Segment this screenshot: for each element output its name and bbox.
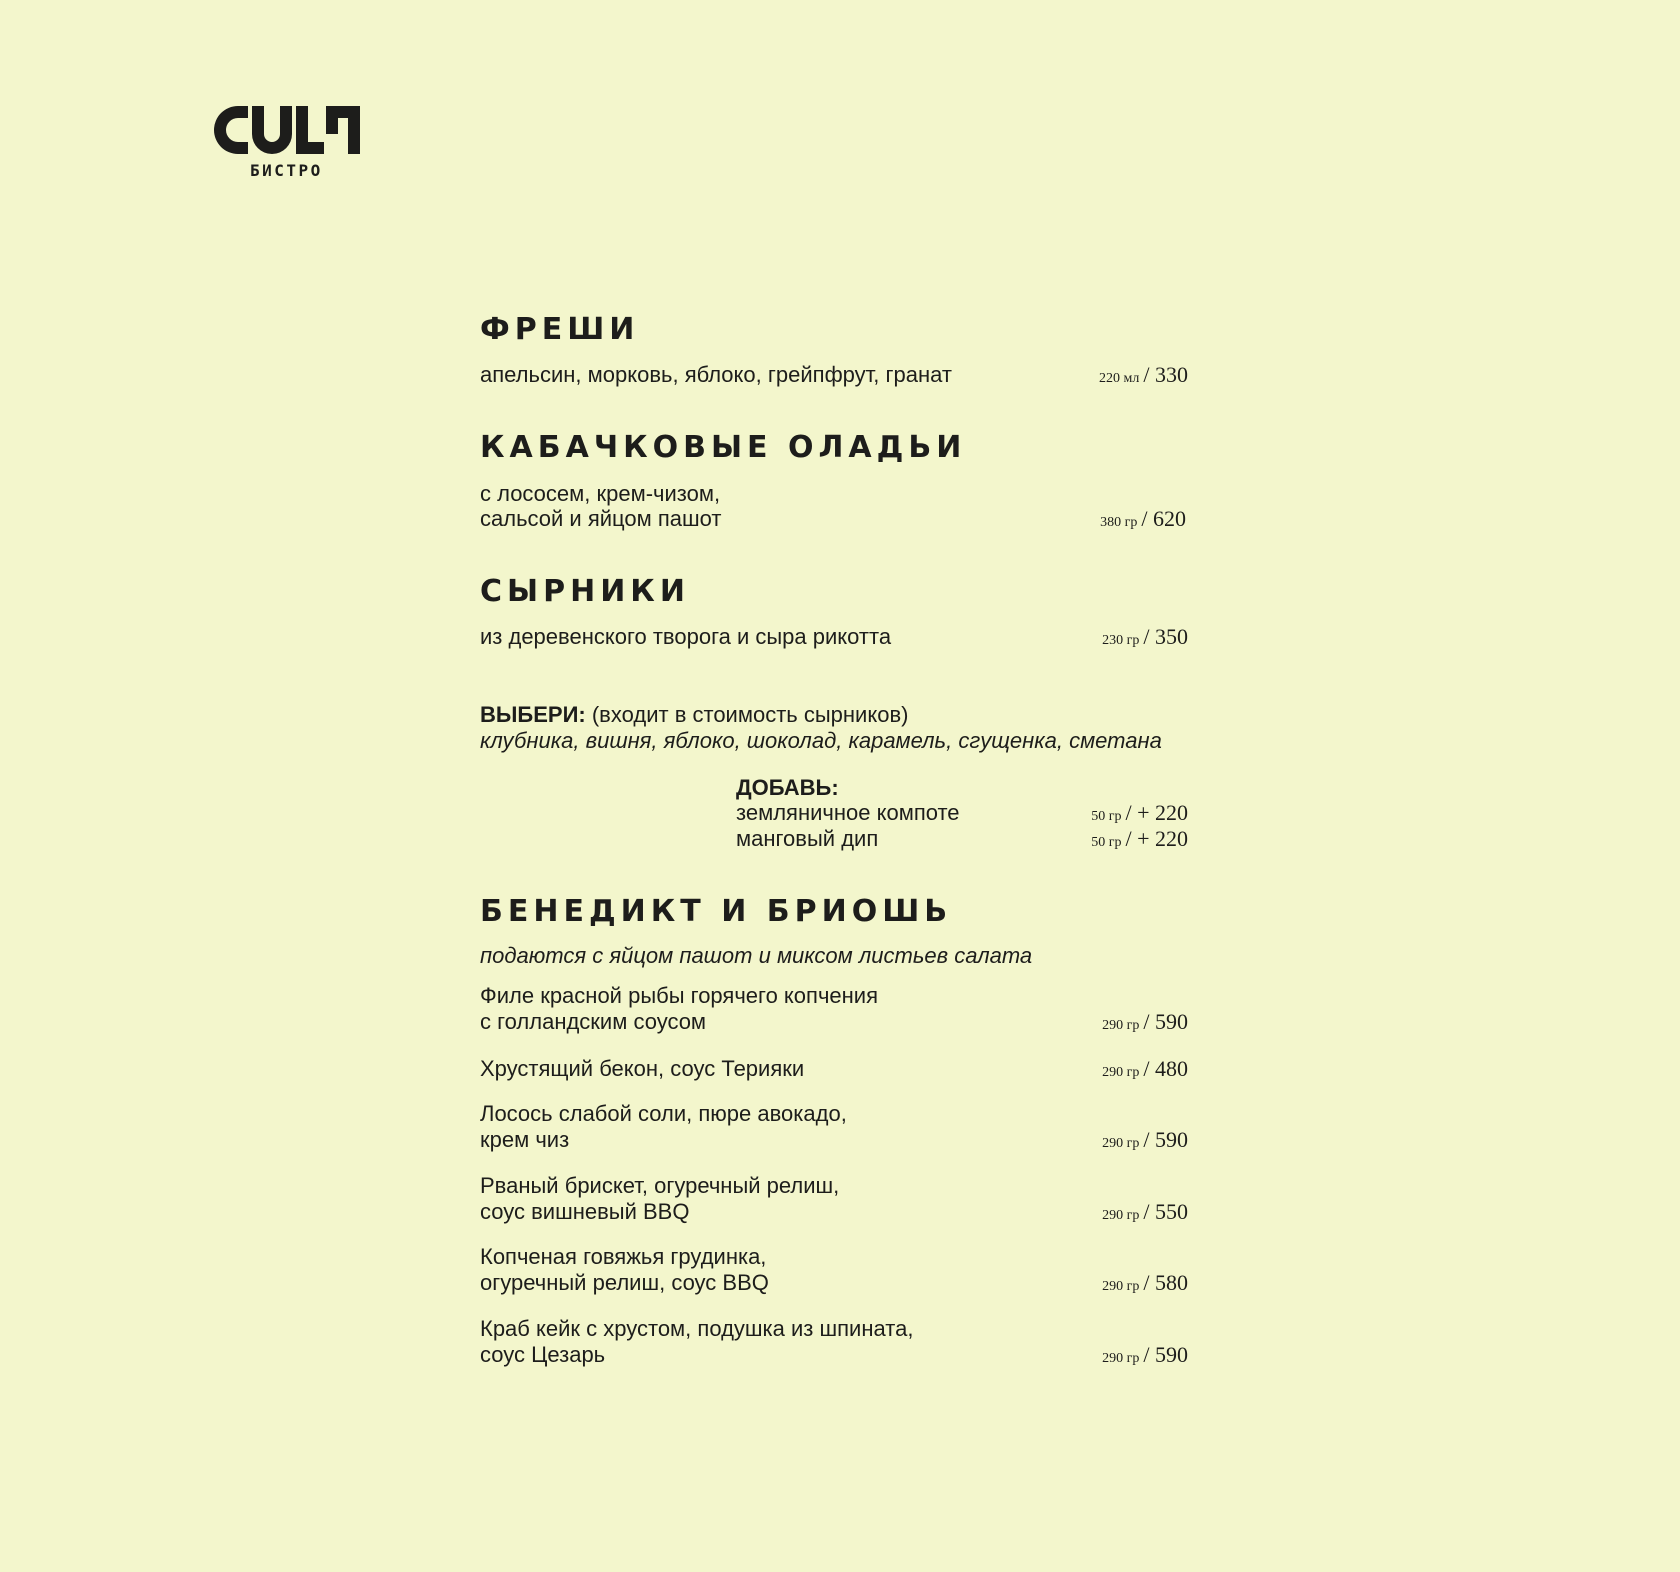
- choose-note: (входит в стоимость сырников): [591, 702, 909, 727]
- section-title-syrniki: СЫРНИКИ: [480, 574, 690, 609]
- add-item-price: 50 гр / + 220: [1091, 800, 1188, 825]
- fritters-line1: с лососем, крем-чизом,: [480, 481, 721, 506]
- add-item-price: 50 гр / + 220: [1091, 826, 1188, 851]
- fresh-desc: апельсин, морковь, яблоко, грейпфрут, гранат: [480, 362, 952, 387]
- benedict-item-line1: Лосось слабой соли, пюре авокадо,: [480, 1101, 847, 1126]
- benedict-subtitle: подаются с яйцом пашот и миксом листьев салата: [480, 943, 1033, 968]
- benedict-item-price: 290 гр / 590: [1102, 1127, 1188, 1152]
- choose-label: ВЫБЕРИ:: [480, 702, 586, 727]
- benedict-item-line2: огуречный релиш, соус BBQ: [480, 1270, 769, 1295]
- choose-line: [480, 702, 908, 728]
- benedict-item-line1: Краб кейк с хрустом, подушка из шпината,: [480, 1316, 914, 1341]
- benedict-item-price: 290 гр / 550: [1102, 1199, 1188, 1224]
- add-item-name: манговый дип: [736, 826, 879, 851]
- benedict-item-price: 290 гр / 590: [1102, 1009, 1188, 1034]
- benedict-item-line2: с голландским соусом: [480, 1009, 707, 1034]
- portion: 220 мл: [1099, 371, 1140, 386]
- benedict-item-price: 290 гр / 580: [1102, 1270, 1188, 1295]
- section-title-fresh: ФРЕШИ: [480, 312, 640, 347]
- syrniki-price: 230 гр / 350: [1102, 624, 1188, 649]
- choose-options: клубника, вишня, яблоко, шоколад, карамель, сгущенка, сметана: [480, 728, 1162, 753]
- logo-subtitle: БИСТРО: [250, 161, 323, 180]
- benedict-item-line2: соус вишневый BBQ: [480, 1199, 690, 1224]
- add-item-name: земляничное компоте: [736, 800, 960, 825]
- logo: [212, 104, 362, 180]
- benedict-item-line2: крем чиз: [480, 1127, 570, 1152]
- benedict-item-price: 290 гр / 480: [1102, 1056, 1188, 1081]
- cult-logo-icon: [212, 104, 360, 156]
- syrniki-desc: из деревенского творога и сыра рикотта: [480, 624, 892, 649]
- fritters-line2: сальсой и яйцом пашот: [480, 506, 722, 531]
- fritters-price: 380 гр / 620: [1100, 506, 1186, 531]
- benedict-item-line1: Копченая говяжья грудинка,: [480, 1244, 767, 1269]
- fresh-price: 220 мл / 330: [1099, 362, 1188, 387]
- add-label: ДОБАВЬ:: [736, 775, 839, 800]
- section-title-fritters: КАБАЧКОВЫЕ ОЛАДЬИ: [480, 430, 967, 465]
- section-title-benedict: БЕНЕДИКТ И БРИОШЬ: [480, 894, 953, 929]
- benedict-item-line2: соус Цезарь: [480, 1342, 606, 1367]
- benedict-item-line1: Рваный брискет, огуречный релиш,: [480, 1173, 840, 1198]
- benedict-item-line1: Филе красной рыбы горячего копчения: [480, 983, 878, 1008]
- benedict-item-line1: Хрустящий бекон, соус Терияки: [480, 1056, 805, 1081]
- benedict-item-price: 290 гр / 590: [1102, 1342, 1188, 1367]
